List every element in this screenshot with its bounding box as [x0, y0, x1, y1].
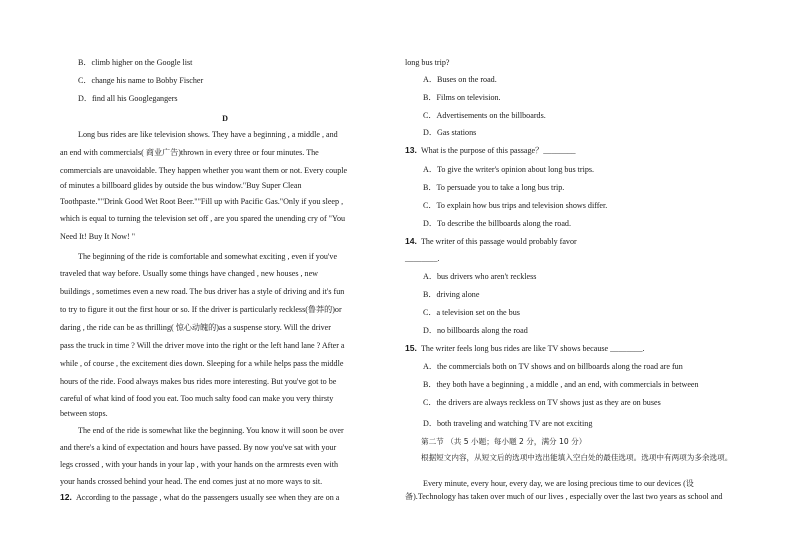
option-c: C．To explain how bus trips and television shows differ.	[423, 201, 608, 210]
passage-line: The beginning of the ride is comfortable and somewhat exciting , even if you've	[78, 252, 338, 261]
passage-line: Long bus rides are like television shows. They have a beginning , a middle , and	[78, 130, 338, 139]
passage-line: hours of the ride. Food always makes bus rides more interesting. But you've got to be	[60, 377, 337, 386]
option-b: B．climb higher on the Google list	[78, 58, 193, 67]
answer-blank: ________.	[405, 254, 440, 263]
option-c: C．change his name to Bobby Fischer	[78, 76, 204, 85]
passage-line: and there's a kind of expectation and hours have passed. By now you've sat with your	[60, 443, 337, 452]
question-text: According to the passage , what do the passengers usually see when they are on a	[75, 493, 340, 502]
passage-line: an end with commercials( 商业广告)thrown in every three or four minutes. The	[60, 148, 319, 157]
option-a: A．Buses on the road.	[423, 75, 497, 84]
option-b: B．driving alone	[423, 290, 480, 299]
question-12	[60, 492, 339, 503]
option-c: C．the drivers are always reckless on TV shows just as they are on buses	[423, 398, 661, 407]
passage-line: daring , the ride can be as thrilling( 惊心动魄的)as a suspense story. Will the driver	[60, 323, 331, 332]
option-d: D．both traveling and watching TV are not exciting	[423, 419, 593, 428]
passage-line: Toothpaste.""Drink Good Wet Root Beer.""Fill up with Pacific Gas."Only if you sleep ,	[60, 197, 344, 206]
option-a: A．To give the writer's opinion about long bus trips.	[423, 165, 595, 174]
passage-line: traveled that way before. Usually some things have changed , new houses , new	[60, 269, 319, 278]
passage-line: The end of the ride is somewhat like the beginning. You know it will soon be over	[78, 426, 344, 435]
question-13	[405, 145, 576, 156]
question-number: 12.	[60, 492, 72, 502]
passage-line: Need It! Buy It Now! "	[60, 232, 136, 241]
question-text: What is the purpose of this passage？________	[420, 146, 576, 155]
option-d: D．To describe the billboards along the road.	[423, 219, 572, 228]
passage-line: to try to figure it out the first hour or so. If the driver is particularly reckless(鲁莽的)or	[60, 305, 342, 314]
question-text: The writer of this passage would probably favor	[420, 237, 577, 246]
passage-line: buildings , sometimes even a new road. The bus driver has a style of driving and it's fun	[60, 287, 345, 296]
question-14	[405, 236, 577, 247]
question-15	[405, 343, 645, 354]
question-number: 14.	[405, 236, 417, 246]
passage-line: careful of what kind of food you eat. Too much salty food can make you very thirsty	[60, 394, 334, 403]
passage-line: which is equal to turning the television set off , are you spared the unending cry of "You	[60, 214, 346, 223]
passage-line: your hands crossed behind your head. The end comes just at no more ways to sit.	[60, 477, 323, 486]
question-number: 13.	[405, 145, 417, 155]
question-continuation: long bus trip?	[405, 58, 450, 67]
passage-line: pass the truck in time ? Will the driver move into the right or the left hand lane ? After a	[60, 341, 345, 350]
passage-line: 备).Technology has taken over much of our lives , especially over the last two years as school and	[405, 492, 723, 501]
option-c: C．Advertisements on the billboards.	[423, 111, 546, 120]
passage-line: of minutes a billboard glides by outside the bus window."Buy Super Clean	[60, 181, 302, 190]
option-d: D．Gas stations	[423, 128, 477, 137]
option-d: D．find all his Googlegangers	[78, 94, 178, 103]
option-c: C．a television set on the bus	[423, 308, 520, 317]
option-d: D．no billboards along the road	[423, 326, 528, 335]
section-2-instructions: 根据短文内容，从短文后的选项中选出能填入空白处的最佳选项。选项中有两项为多余选项。	[421, 453, 733, 462]
question-number: 15.	[405, 343, 417, 353]
option-b: B．they both have a beginning , a middle , and an end, with commercials in between	[423, 380, 699, 389]
question-text: The writer feels long bus rides are like TV shows because ________.	[420, 344, 645, 353]
section-label: D	[222, 114, 228, 123]
option-a: A．bus drivers who aren't reckless	[423, 272, 537, 281]
option-b: B．Films on television.	[423, 93, 501, 102]
section-2-title: 第二节 （共 5 小题；每小题 2 分，满分 10 分）	[421, 437, 587, 446]
option-b: B．To persuade you to take a long bus trip.	[423, 183, 565, 192]
passage-line: while , of course , the excitement dies down. Sleeping for a while helps pass the middle	[60, 359, 344, 368]
passage-line: Every minute, every hour, every day, we are losing precious time to our devices (设	[423, 479, 694, 488]
passage-line: between stops.	[60, 409, 108, 418]
passage-line: legs crossed , with your hands in your lap , with your hands on the armrests even with	[60, 460, 339, 469]
option-a: A．the commercials both on TV shows and on billboards along the road are fun	[423, 362, 683, 371]
passage-line: commercials are unavoidable. They happen whether you want them or not. Every couple	[60, 166, 348, 175]
